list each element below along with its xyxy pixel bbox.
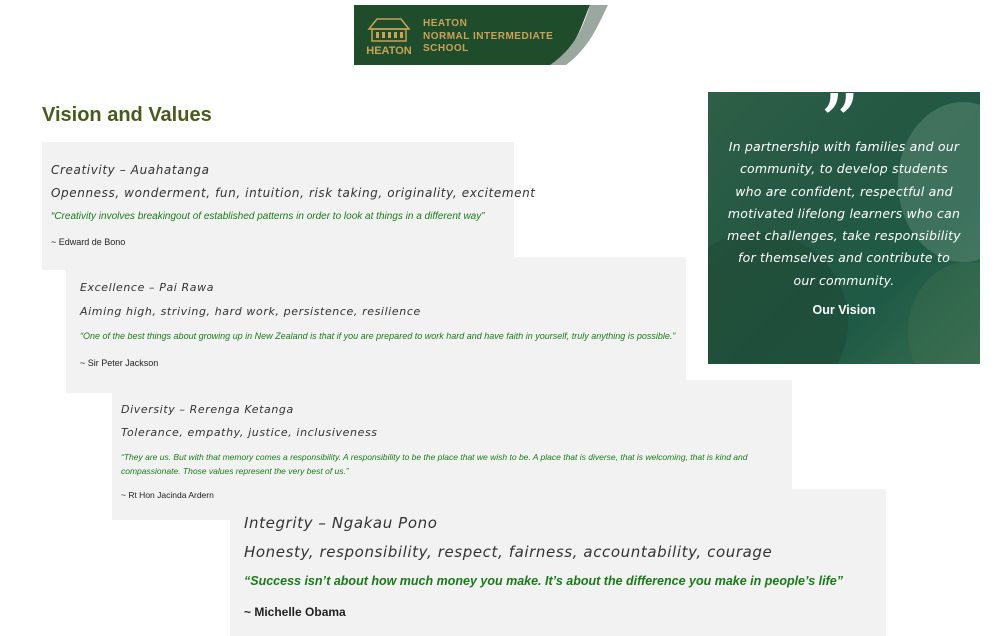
school-name: [423, 18, 553, 56]
value-name: Excellence – Pai Rawa: [80, 281, 215, 294]
vision-statement: In partnership with families and our community, to develop students who are confident, respectful and motivated lifelong learners who can meet challenges, take responsibility for themselves and contribute to our community.: [727, 139, 961, 288]
school-banner: [354, 5, 626, 65]
value-quote: “They are us. But with that memory comes a responsibility. A responsibility to be the place that we wish to be. A place that is diverse, that is welcoming, that is kind and compassionate. Those values represent the very best of us.”: [121, 452, 748, 476]
value-card-integrity: [230, 489, 886, 636]
logo-text: HEATON: [366, 45, 412, 57]
school-name-line-2: NORMAL INTERMEDIATE: [423, 30, 554, 42]
value-words: Tolerance, empathy, justice, inclusiveness: [121, 426, 378, 439]
value-name: Integrity – Ngakau Pono: [244, 514, 438, 532]
value-words: Honesty, responsibility, respect, fairness, accountability, courage: [244, 543, 773, 561]
value-name: Creativity – Auahatanga: [51, 163, 210, 177]
quote-mark-icon: ”: [819, 92, 860, 170]
value-quote: “Success isn’t about how much money you make. It’s about the difference you make in people’s life”: [244, 574, 843, 588]
value-card-creativity: [42, 142, 536, 270]
value-quote-author: ~ Edward de Bono: [51, 237, 126, 247]
value-words: Openness, wonderment, fun, intuition, risk taking, originality, excitement: [51, 186, 536, 200]
vision-panel: [708, 92, 980, 364]
value-words: Aiming high, striving, hard work, persistence, resilience: [80, 305, 421, 318]
value-quote-author: ~ Rt Hon Jacinda Ardern: [121, 490, 214, 500]
value-name: Diversity – Rerenga Ketanga: [121, 403, 294, 416]
value-card-excellence: [66, 257, 686, 393]
vision-label: Our Vision: [812, 303, 876, 317]
school-name-line-1: HEATON: [423, 18, 468, 29]
value-quote-author: ~ Michelle Obama: [244, 605, 346, 619]
school-name-line-3: SCHOOL: [423, 43, 469, 54]
school-logo-icon: [366, 15, 412, 57]
value-quote: “Creativity involves breakingout of established patterns in order to look at things in a different way”: [51, 211, 485, 222]
page-title: Vision and Values: [42, 104, 212, 126]
value-quote: “One of the best things about growing up in New Zealand is that if you are prepared to work hard and have faith in yourself, truly anything is possible.”: [80, 331, 676, 341]
value-quote-author: ~ Sir Peter Jackson: [80, 358, 159, 368]
